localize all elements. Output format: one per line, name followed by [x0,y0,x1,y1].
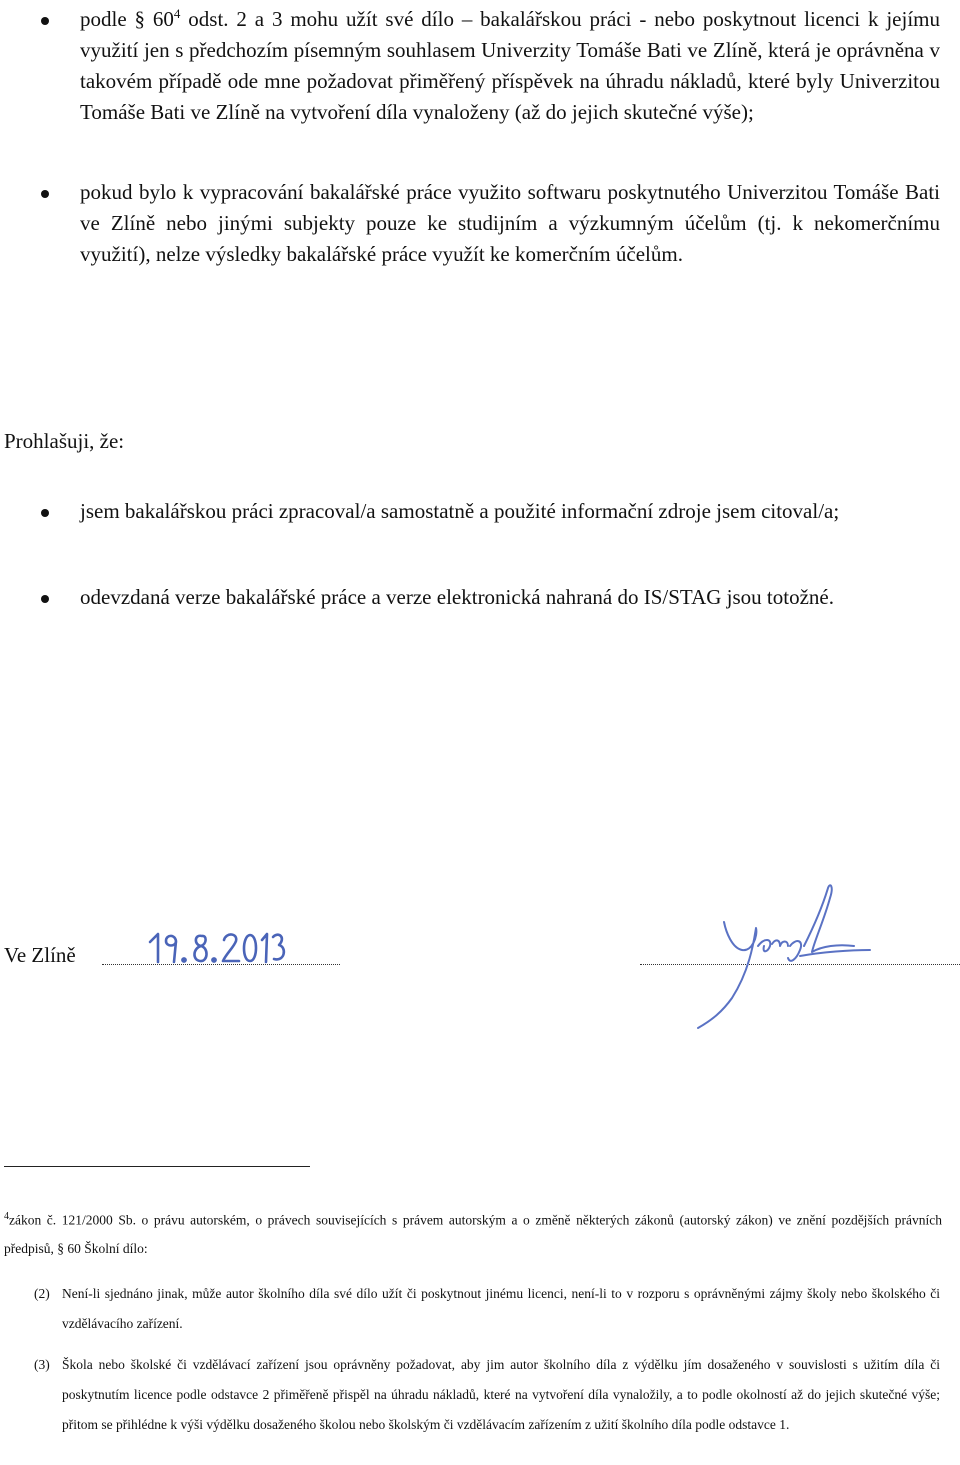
footnote-marker: 4 [4,1211,9,1222]
declaration-heading: Prohlašuji, že: [4,429,125,453]
footnote-item-text: Není-li sjednáno jinak, může autor školního díla své dílo užít či poskytnout jinému licenci, není-li to v rozporu s oprávněnými zájmy školy nebo školského či vzdělávacího zařízení. [62,1286,940,1331]
footnote-separator [4,1166,310,1167]
bullet-text-software: pokud bylo k vypracování bakalářské práce využito softwaru poskytnutého Univerzitou Tomáše Bati ve Zlíně nebo jinými subjekty pouze ke studijním a výzkumným účelům (tj. k nekomerčnímu využití), nelze výsledky bakalářské práce využít ke komerčním účelům. [80,180,940,266]
bullet-text-identical-versions: odevzdaná verze bakalářské práce a verze elektronická nahraná do IS/STAG jsou totožné. [80,585,834,609]
footnote-item-number: (3) [34,1357,50,1372]
bullet-text-licence: podle § $60^4$ odst. 2 a 3 mohu užít své dílo – bakalářskou práci - nebo poskytnout licenci k jejímu využití jen s předchozím písemným souhlasem Univerzity Tomáše Bati ve Zlíně, která je oprávněna v takovém případě ode mne požadovat přiměřený příspěvek na úhradu nákladů, které byly Univerzitou Tomáše Bati ve Zlíně na vytvoření díla vynaloženy (až do jejich skutečné výše); [80,6,941,124]
bullet-icon [41,17,49,25]
footnote-text: zákon č. 121/2000 Sb. o právu autorském, o právech souvisejících s právem autorským a o změně některých zákonů (autorský zákon) ve znění pozdějších právních předpisů, § 60 Školní dílo: [4,1212,942,1256]
footnote-item-2 [34,1279,940,1339]
handwritten-date [146,928,286,968]
signature [672,880,882,1030]
place-label: Ve Zlíně [4,943,76,967]
bullet-icon [41,509,49,517]
footnote-item-3 [34,1350,940,1465]
bullet-text-independent-work: jsem bakalářskou práci zpracoval/a samostatně a použité informační zdroje jsem citoval/a; [80,499,840,523]
footnote-item-number: (2) [34,1286,50,1301]
bullet-icon [41,190,49,198]
bullet-icon [41,595,49,603]
footnote-item-text: Škola nebo školské či vzdělávací zařízení jsou oprávněny požadovat, aby jim autor školního díla z výdělku jím dosaženého v souvislosti s užitím díla či poskytnutím licence podle odstavce 2 přiměřeně přispěl na úhradu nákladů, které na vytvoření díla vynaložily, a to podle okolností až do jejich skutečné výše; přitom se přihlédne k výši výdělku dosaženého školou nebo školským či vzdělávacím zařízením z užití školního díla podle odstavce 1. [62,1357,940,1432]
footnote-main [4,1203,942,1263]
